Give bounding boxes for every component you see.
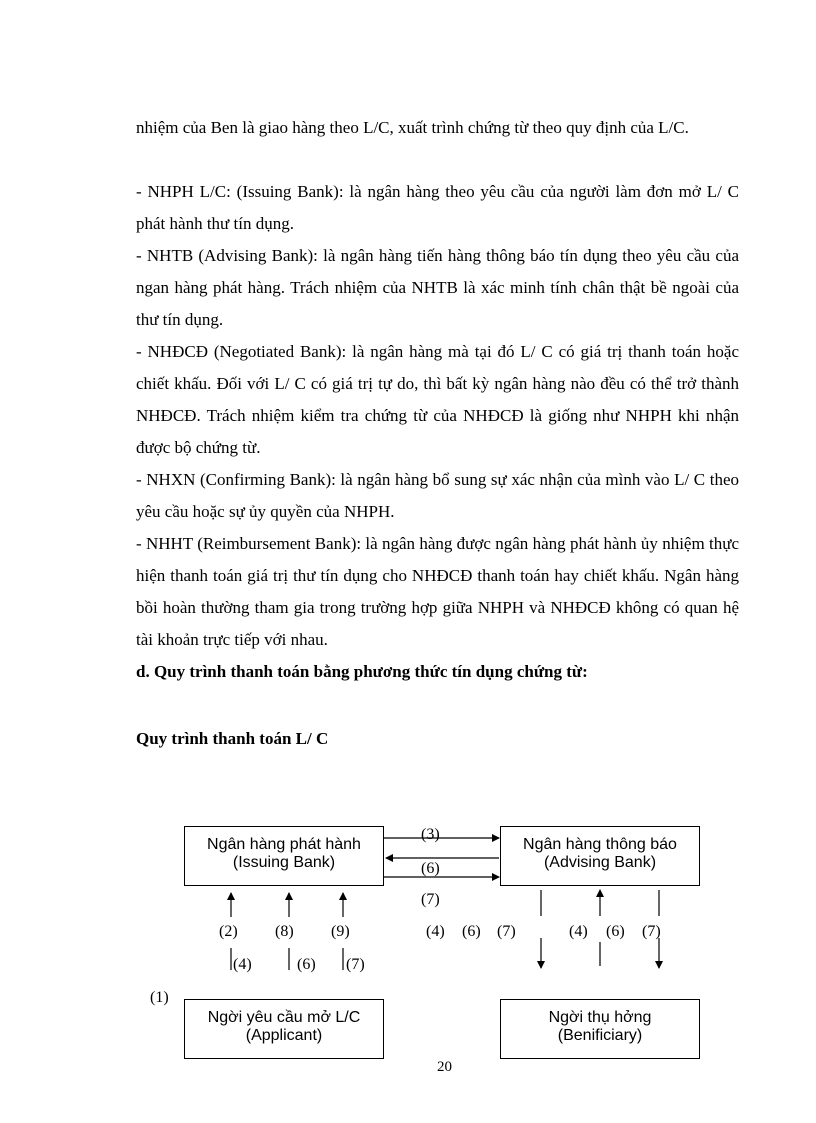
advising-bank-english: (Advising Bank) — [543, 854, 657, 871]
step-label-7-left: (7) — [346, 956, 365, 973]
beneficiary-box — [500, 999, 700, 1059]
issuing-bank-box — [184, 826, 384, 886]
step-label-4-mid: (4) — [426, 923, 445, 940]
paragraph-confirming-bank: - NHXN (Confirming Bank): là ngân hàng bổ sung sự xác nhận của mình vào L/ C theo yêu cầu hoặc sự ủy quyền của NHPH. — [136, 470, 739, 521]
step-label-4-right: (4) — [569, 923, 588, 940]
step-label-2: (2) — [219, 923, 238, 940]
applicant-english: (Applicant) — [245, 1027, 323, 1044]
step-label-6-right: (6) — [606, 923, 625, 940]
issuing-bank-name: Ngân hàng phát hành — [207, 836, 361, 853]
advising-bank-name: Ngân hàng thông báo — [523, 836, 677, 853]
paragraph-negotiated-bank: - NHĐCĐ (Negotiated Bank): là ngân hàng mà tại đó L/ C có giá trị thanh toán hoặc chiết khấu. Đối với L/ C có giá trị tự do, thì bất kỳ ngân hàng nào đều có thể trở thành NHĐCĐ. Trách nhiệm kiểm tra chứng từ của NHĐCĐ là giống như NHPH khi nhận được bộ chứng từ. — [136, 342, 739, 457]
advising-bank-box — [500, 826, 700, 886]
step-label-3: (3) — [421, 826, 440, 843]
paragraph-issuing-bank: - NHPH L/C: (Issuing Bank): là ngân hàng theo yêu cầu của người làm đơn mở L/ C phát hành thư tín dụng. — [136, 182, 739, 233]
step-label-6-top: (6) — [421, 860, 440, 877]
paragraph-advising-bank: - NHTB (Advising Bank): là ngân hàng tiến hàng thông báo tín dụng theo yêu cầu của ngan hàng phát hàng. Trách nhiệm của NHTB là xác minh tính chân thật bề ngoài của thư tín dụng. — [136, 246, 739, 329]
paragraph-reimbursement-bank: - NHHT (Reimbursement Bank): là ngân hàng được ngân hàng phát hành ủy nhiệm thực hiện thanh toán giá trị thư tín dụng cho NHĐCĐ thanh toán hay chiết khấu. Ngân hàng bồi hoàn thường tham gia trong trường hợp giữa NHPH và NHĐCĐ không có quan hệ tài khoản trực tiếp với nhau. — [136, 534, 739, 649]
beneficiary-name: Ngời thụ hởng — [548, 1009, 652, 1026]
step-label-9: (9) — [331, 923, 350, 940]
beneficiary-english: (Benificiary) — [557, 1027, 643, 1044]
step-label-7-mid: (7) — [497, 923, 516, 940]
applicant-box — [184, 999, 384, 1059]
applicant-name: Ngời yêu cầu mở L/C — [207, 1009, 361, 1026]
page-number: 20 — [437, 1059, 452, 1075]
step-label-7-top: (7) — [421, 891, 440, 908]
step-label-6-mid: (6) — [462, 923, 481, 940]
step-label-7-right: (7) — [642, 923, 661, 940]
issuing-bank-english: (Issuing Bank) — [232, 854, 336, 871]
step-label-1: (1) — [150, 989, 169, 1006]
step-label-8: (8) — [275, 923, 294, 940]
step-label-6-left: (6) — [297, 956, 316, 973]
paragraph-ben-duty: nhiệm của Ben là giao hàng theo L/C, xuất trình chứng từ theo quy định của L/C. — [136, 118, 689, 137]
section-heading: d. Quy trình thanh toán bằng phương thức tín dụng chứng từ: — [136, 662, 588, 681]
diagram-title: Quy trình thanh toán L/ C — [136, 729, 329, 748]
step-label-4-left: (4) — [233, 956, 252, 973]
